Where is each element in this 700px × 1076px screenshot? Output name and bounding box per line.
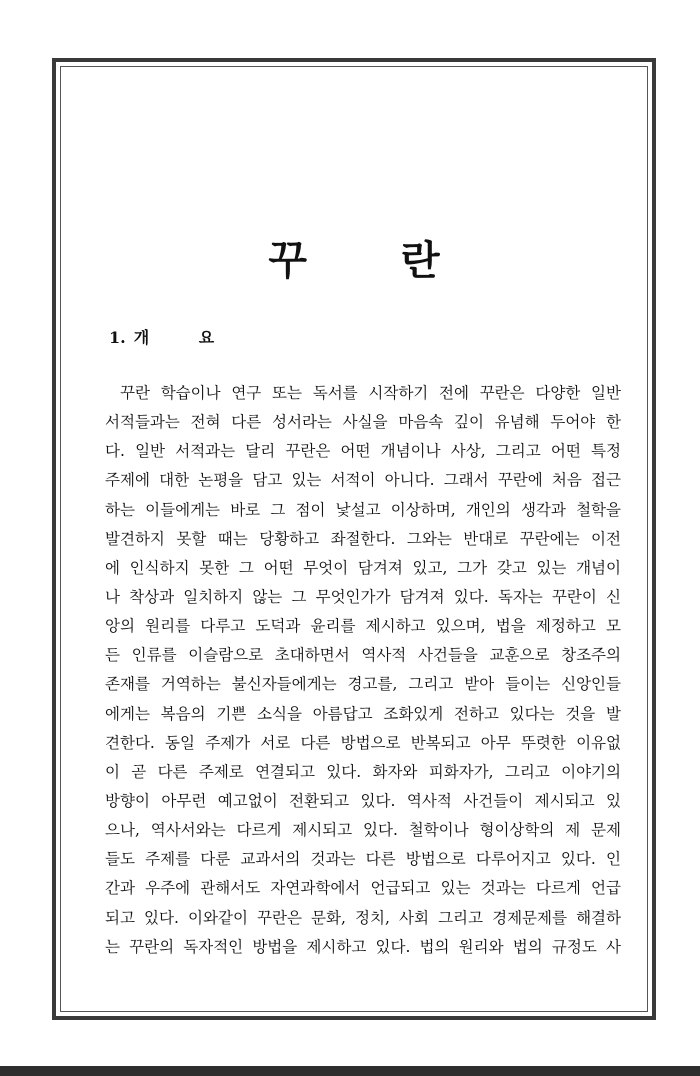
page-content: [60, 66, 648, 1012]
body-line: 앙의 원리를 다루고 도덕과 윤리를 제시하고 있으며, 법을 제정하고 모: [105, 617, 621, 636]
body-line: 방향이 아무런 예고없이 전환되고 있다. 역사적 사건들이 제시되고 있: [105, 791, 621, 810]
body-line: 다. 일반 서적과는 달리 꾸란은 어떤 개념이나 사상, 그리고 어떤 특정: [105, 442, 621, 461]
section-heading: [109, 325, 236, 348]
body-line: 들도 주제를 다룬 교과서의 것과는 다른 방법으로 다루어지고 있다. 인: [105, 850, 621, 869]
body-line: 주제에 대한 논평을 담고 있는 서적이 아니다. 그래서 꾸란에 처음 접근: [105, 471, 621, 490]
body-line: 하는 이들에게는 바로 그 점이 낯설고 이상하며, 개인의 생각과 철학을: [105, 500, 621, 519]
body-line: 되고 있다. 이와같이 꾸란은 문화, 정치, 사회 그리고 경제문제를 해결하: [105, 908, 621, 927]
body-line: 서적들과는 전혀 다른 성서라는 사실을 마음속 깊이 유념해 두어야 한: [105, 413, 621, 432]
page-frame: [52, 58, 656, 1020]
chapter-title: 꾸 란: [268, 238, 480, 284]
section-number: 1.: [109, 328, 126, 347]
body-line: 견한다. 동일 주제가 서로 다른 방법으로 반복되고 아무 뚜렷한 이유없: [105, 733, 621, 752]
body-line: 에 인식하지 못한 그 어떤 무엇이 담겨져 있고, 그가 갖고 있는 개념이: [105, 558, 621, 577]
body-line: 발견하지 못할 때는 당황하고 좌절한다. 그와는 반대로 꾸란에는 이전: [105, 529, 621, 548]
body-line: 간과 우주에 관해서도 자연과학에서 언급되고 있는 것과는 다르게 언급: [105, 879, 621, 898]
body-line: 이 곧 다른 주제로 연결되고 있다. 화자와 피화자가, 그리고 이야기의: [105, 762, 621, 781]
bottom-scroll-bar: [0, 1066, 700, 1076]
body-line: 나 착상과 일치하지 않는 그 무엇인가가 담겨져 있다. 독자는 꾸란이 신: [105, 587, 621, 606]
body-line: 든 인류를 이슬람으로 초대하면서 역사적 사건들을 교훈으로 창조주의: [105, 646, 621, 665]
section-heading-text: 개 요: [133, 328, 237, 347]
body-line: 는 꾸란의 독자적인 방법을 제시하고 있다. 법의 원리와 법의 규정도 사: [105, 937, 621, 956]
body-line: 에게는 복음의 기쁜 소식을 아름답고 조화있게 전하고 있다는 것을 발: [105, 704, 621, 723]
body-line: 꾸란 학습이나 연구 또는 독서를 시작하기 전에 꾸란은 다양한 일반: [120, 384, 621, 402]
body-line: 존재를 거역하는 불신자들에게는 경고를, 그리고 받아 들이는 신앙인들: [105, 675, 621, 694]
body-line: 으나, 역사서와는 다르게 제시되고 있다. 철학이나 형이상학의 제 문제: [105, 821, 621, 840]
body-paragraph: [105, 379, 621, 962]
